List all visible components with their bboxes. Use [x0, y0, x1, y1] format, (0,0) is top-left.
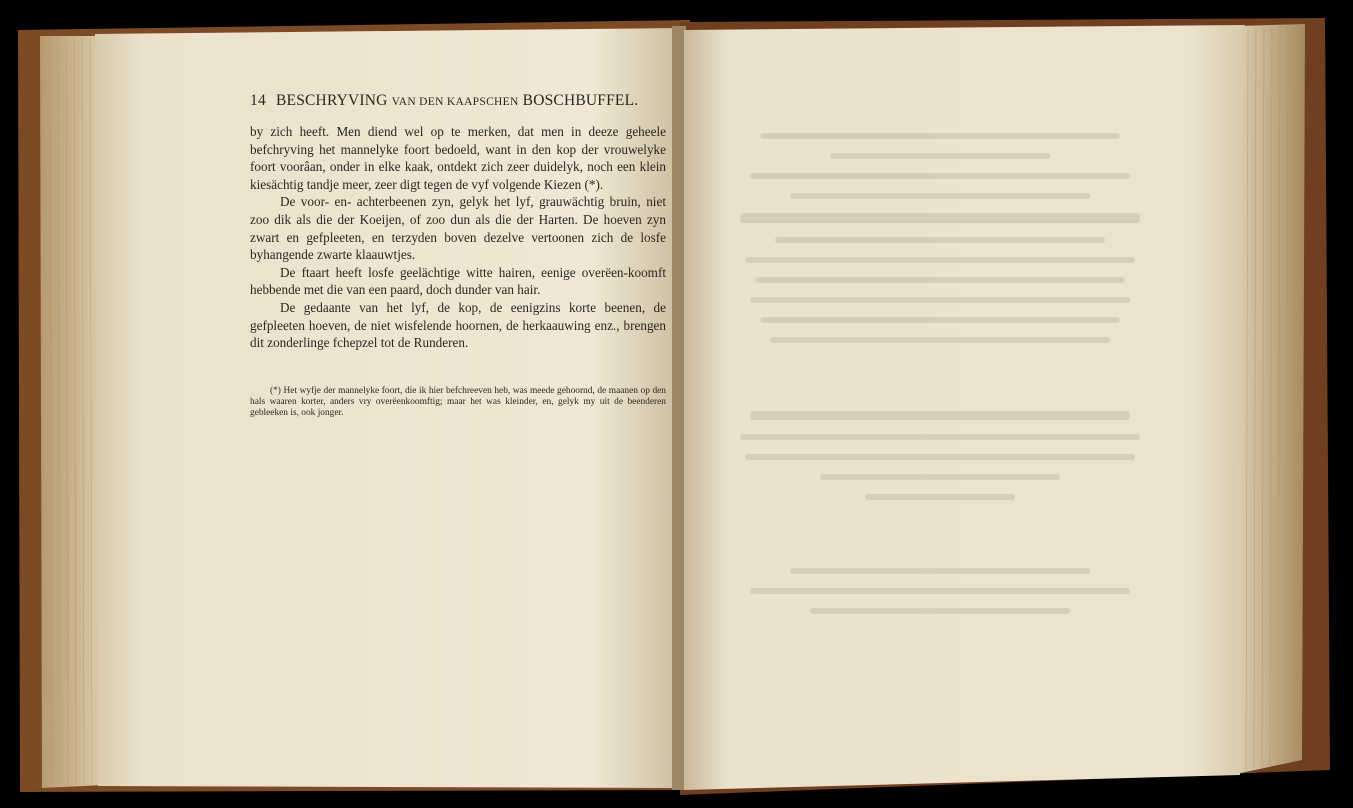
- running-head-small: VAN DEN KAAPSCHEN: [391, 96, 519, 108]
- page-number: 14: [250, 92, 266, 109]
- paragraph: De ftaart heeft losfe geelächtige witte hairen, eenige overëen-koomft hebbende met die van een paard, doch dunder van hair.: [250, 264, 666, 298]
- body-text: [250, 123, 666, 352]
- bleed-through-title: [730, 85, 1150, 119]
- paragraph: by zich heeft. Men diend wel op te merken, dat men in deeze geheele befchryving het mannelyke foort bedoeld, want in den kop der vrouwelyke foort voorâan, onder in elke kaak, ontdekt zich zeer duidelyk, noch een klein kiesächtig tandje meer, zeer digt tegen de vyf volgende Kiezen (*).: [250, 124, 666, 192]
- running-head-end: BOSCHBUFFEL.: [522, 92, 639, 109]
- left-page-content: [250, 92, 666, 419]
- running-head-main: BESCHRYVING: [275, 92, 388, 109]
- running-head: [250, 92, 666, 110]
- paragraph: De gedaante van het lyf, de kop, de eenigzins korte beenen, de gefpleeten hoeven, de niet wisfelende hoornen, de herkaauwing enz., brengen dit zonderlinge fchepzel tot de Runderen.: [250, 299, 666, 351]
- footnote: (*) Het wyfje der mannelyke foort, die ik hier befchreeven heb, was meede gehoornd, de maanen op den hals waaren korter, anders vry overëenkoomftig; maar het was kleinder, en, gelyk my uit de beenderen gebleeken is, ook jonger.: [250, 385, 666, 418]
- bleed-through-text: [730, 85, 1150, 628]
- paragraph: De voor- en- achterbeenen zyn, gelyk het lyf, grauwächtig bruin, niet zoo dik als die der Koeijen, of zoo dun als die der Harten. De hoeven zyn zwart en gefpleeten, en terzyden boven dezelve vertoonen zich de losfe byhangende zwarte klaauwtjes.: [250, 194, 666, 263]
